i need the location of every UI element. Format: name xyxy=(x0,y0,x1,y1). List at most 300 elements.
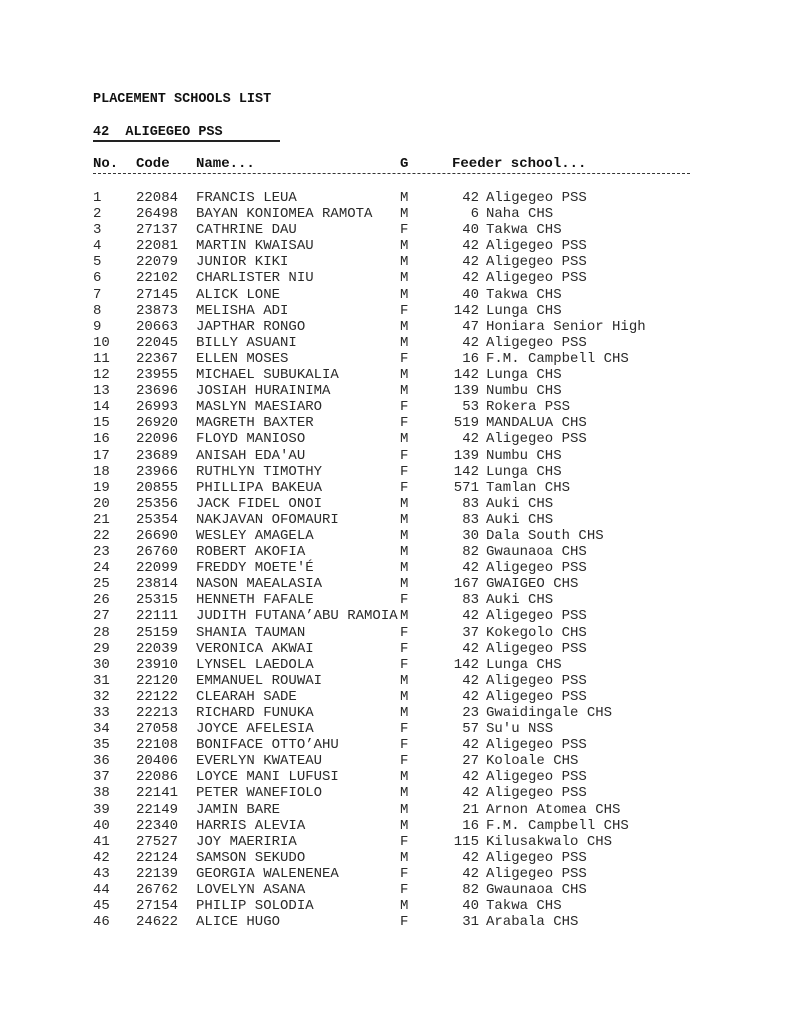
feeder-school-name: Aligegeo PSS xyxy=(486,431,587,448)
student-name: NASON MAEALASIA xyxy=(196,576,323,593)
feeder-school-name: Aligegeo PSS xyxy=(486,254,587,271)
student-gender: M xyxy=(400,383,409,400)
feeder-school-name: Su'u NSS xyxy=(486,721,554,738)
student-gender: M xyxy=(400,254,409,271)
student-name: RICHARD FUNUKA xyxy=(196,705,314,721)
table-row xyxy=(0,496,791,512)
feeder-school-number: 30 xyxy=(462,527,479,544)
feeder-school-number: 42 xyxy=(462,608,479,625)
feeder-school-name: Lunga CHS xyxy=(486,463,562,480)
student-gender: M xyxy=(400,286,409,303)
student-code: 27058 xyxy=(136,721,179,738)
feeder-school-number: 42 xyxy=(462,238,479,255)
table-row xyxy=(0,898,791,914)
feeder-school-number: 115 xyxy=(453,833,479,850)
table-row xyxy=(0,287,791,303)
student-gender: F xyxy=(400,399,409,416)
row-number: 36 xyxy=(93,753,110,770)
row-number: 8 xyxy=(93,302,102,319)
feeder-school-name: Naha CHS xyxy=(486,206,554,223)
student-gender: F xyxy=(400,415,409,432)
student-name: ELLEN MOSES xyxy=(196,350,289,367)
student-gender: F xyxy=(400,721,409,738)
student-name: PHILIP SOLODIA xyxy=(196,898,314,915)
student-name: RUTHLYN TIMOTHY xyxy=(196,463,323,480)
table-row xyxy=(0,608,791,624)
table-row xyxy=(0,464,791,480)
row-number: 41 xyxy=(93,833,110,850)
row-number: 23 xyxy=(93,544,110,561)
feeder-school-name: Aligegeo PSS xyxy=(486,737,587,754)
feeder-school-number: 42 xyxy=(462,560,479,577)
student-code: 22039 xyxy=(136,640,179,657)
student-name: JOYCE AFELESIA xyxy=(196,721,314,738)
table-row xyxy=(0,560,791,576)
student-name: BONIFACE OTTO’AHU xyxy=(196,737,339,754)
student-name: ROBERT AKOFIA xyxy=(196,544,306,561)
feeder-school-number: 42 xyxy=(462,640,479,657)
student-gender: M xyxy=(400,608,409,625)
table-row xyxy=(0,544,791,560)
table-row xyxy=(0,254,791,270)
table-row xyxy=(0,480,791,496)
student-code: 22120 xyxy=(136,672,179,689)
row-number: 39 xyxy=(93,801,110,818)
student-gender: F xyxy=(400,640,409,657)
table-row xyxy=(0,592,791,608)
row-number: 28 xyxy=(93,624,110,641)
table-row xyxy=(0,769,791,785)
feeder-school-number: 139 xyxy=(453,383,479,400)
student-gender: F xyxy=(400,350,409,367)
table-row xyxy=(0,270,791,286)
feeder-school-name: Aligegeo PSS xyxy=(486,688,587,705)
feeder-school-name: Aligegeo PSS xyxy=(486,865,587,882)
row-number: 34 xyxy=(93,721,110,738)
header-feeder-school: Feeder school... xyxy=(452,156,587,172)
table-row xyxy=(0,818,791,834)
table-row xyxy=(0,431,791,447)
student-gender: M xyxy=(400,270,409,287)
student-gender: M xyxy=(400,705,409,721)
row-number: 38 xyxy=(93,785,110,802)
student-gender: F xyxy=(400,656,409,673)
feeder-school-name: Gwaunaoa CHS xyxy=(486,882,587,899)
feeder-school-name: Aligegeo PSS xyxy=(486,769,587,786)
student-gender: M xyxy=(400,334,409,351)
student-code: 26920 xyxy=(136,415,179,432)
student-code: 22079 xyxy=(136,254,179,271)
table-row xyxy=(0,512,791,528)
student-name: ANISAH EDA'AU xyxy=(196,447,306,464)
student-code: 23910 xyxy=(136,656,179,673)
feeder-school-name: GWAIGEO CHS xyxy=(486,576,579,593)
table-row xyxy=(0,785,791,801)
student-name: JOSIAH HURAINIMA xyxy=(196,383,331,400)
feeder-school-name: Aligegeo PSS xyxy=(486,785,587,802)
student-code: 22108 xyxy=(136,737,179,754)
feeder-school-number: 42 xyxy=(462,865,479,882)
feeder-school-number: 42 xyxy=(462,737,479,754)
feeder-school-number: 83 xyxy=(462,592,479,609)
student-gender: M xyxy=(400,672,409,689)
student-code: 26993 xyxy=(136,399,179,416)
row-number: 24 xyxy=(93,560,110,577)
feeder-school-name: Dala South CHS xyxy=(486,527,604,544)
row-number: 20 xyxy=(93,495,110,512)
row-number: 45 xyxy=(93,898,110,915)
student-name: SHANIA TAUMAN xyxy=(196,624,306,641)
student-code: 22367 xyxy=(136,350,179,367)
feeder-school-name: Auki CHS xyxy=(486,511,554,528)
student-code: 23955 xyxy=(136,367,179,384)
student-gender: F xyxy=(400,865,409,882)
header-divider xyxy=(93,173,690,174)
row-number: 37 xyxy=(93,769,110,786)
student-name: BAYAN KONIOMEA RAMOTA xyxy=(196,206,373,223)
feeder-school-number: 37 xyxy=(462,624,479,641)
student-name: PHILLIPA BAKEUA xyxy=(196,479,323,496)
student-name: CLEARAH SADE xyxy=(196,688,297,705)
student-name: FLOYD MANIOSO xyxy=(196,431,306,448)
table-row xyxy=(0,351,791,367)
feeder-school-name: Auki CHS xyxy=(486,592,554,609)
table-row xyxy=(0,737,791,753)
student-gender: F xyxy=(400,463,409,480)
student-name: GEORGIA WALENENEA xyxy=(196,865,339,882)
feeder-school-number: 40 xyxy=(462,286,479,303)
student-gender: M xyxy=(400,785,409,802)
row-number: 6 xyxy=(93,270,102,287)
student-name: JACK FIDEL ONOI xyxy=(196,495,323,512)
table-row xyxy=(0,657,791,673)
document-title: PLACEMENT SCHOOLS LIST xyxy=(93,92,272,107)
row-number: 43 xyxy=(93,865,110,882)
student-code: 27137 xyxy=(136,222,179,239)
feeder-school-number: 53 xyxy=(462,399,479,416)
feeder-school-number: 139 xyxy=(453,447,479,464)
student-gender: M xyxy=(400,527,409,544)
student-name: FREDDY MOETE'É xyxy=(196,560,314,577)
student-code: 24622 xyxy=(136,914,179,931)
feeder-school-number: 16 xyxy=(462,817,479,834)
table-row xyxy=(0,705,791,721)
student-name: MELISHA ADI xyxy=(196,302,289,319)
row-number: 10 xyxy=(93,334,110,351)
student-gender: M xyxy=(400,898,409,915)
student-name: HENNETH FAFALE xyxy=(196,592,314,609)
student-code: 26760 xyxy=(136,544,179,561)
feeder-school-number: 519 xyxy=(453,415,479,432)
row-number: 5 xyxy=(93,254,102,271)
feeder-school-name: Aligegeo PSS xyxy=(486,640,587,657)
student-code: 23873 xyxy=(136,302,179,319)
student-gender: F xyxy=(400,624,409,641)
table-row xyxy=(0,448,791,464)
table-row xyxy=(0,528,791,544)
header-no: No. xyxy=(93,156,119,172)
student-gender: M xyxy=(400,206,409,223)
feeder-school-number: 571 xyxy=(453,479,479,496)
student-code: 27145 xyxy=(136,286,179,303)
student-code: 22084 xyxy=(136,190,179,206)
student-gender: M xyxy=(400,318,409,335)
student-name: CHARLISTER NIU xyxy=(196,270,314,287)
feeder-school-number: 83 xyxy=(462,495,479,512)
student-code: 22340 xyxy=(136,817,179,834)
feeder-school-name: Takwa CHS xyxy=(486,286,562,303)
student-name: JUDITH FUTANA’ABU RAMOIA xyxy=(196,608,398,625)
table-row xyxy=(0,335,791,351)
student-name: MICHAEL SUBUKALIA xyxy=(196,367,339,384)
feeder-school-number: 21 xyxy=(462,801,479,818)
feeder-school-number: 42 xyxy=(462,688,479,705)
feeder-school-name: Lunga CHS xyxy=(486,367,562,384)
feeder-school-name: Tamlan CHS xyxy=(486,479,571,496)
student-code: 23689 xyxy=(136,447,179,464)
row-number: 42 xyxy=(93,849,110,866)
row-number: 27 xyxy=(93,608,110,625)
feeder-school-name: Rokera PSS xyxy=(486,399,571,416)
student-name: FRANCIS LEUA xyxy=(196,190,297,206)
row-number: 17 xyxy=(93,447,110,464)
table-row xyxy=(0,753,791,769)
student-code: 23696 xyxy=(136,383,179,400)
student-code: 26498 xyxy=(136,206,179,223)
student-code: 20406 xyxy=(136,753,179,770)
student-code: 26690 xyxy=(136,527,179,544)
student-name: LYNSEL LAEDOLA xyxy=(196,656,314,673)
feeder-school-name: Koloale CHS xyxy=(486,753,579,770)
table-row xyxy=(0,866,791,882)
row-number: 30 xyxy=(93,656,110,673)
student-code: 22139 xyxy=(136,865,179,882)
table-row xyxy=(0,383,791,399)
student-name: SAMSON SEKUDO xyxy=(196,849,306,866)
header-code: Code xyxy=(136,156,170,172)
student-gender: F xyxy=(400,882,409,899)
feeder-school-name: Numbu CHS xyxy=(486,383,562,400)
feeder-school-name: Aligegeo PSS xyxy=(486,849,587,866)
student-name: MASLYN MAESIARO xyxy=(196,399,323,416)
student-code: 23814 xyxy=(136,576,179,593)
feeder-school-name: Auki CHS xyxy=(486,495,554,512)
student-gender: F xyxy=(400,914,409,931)
student-code: 22124 xyxy=(136,849,179,866)
row-number: 13 xyxy=(93,383,110,400)
student-name: EVERLYN KWATEAU xyxy=(196,753,323,770)
feeder-school-name: Lunga CHS xyxy=(486,656,562,673)
student-gender: F xyxy=(400,479,409,496)
student-code: 22045 xyxy=(136,334,179,351)
feeder-school-number: 42 xyxy=(462,849,479,866)
student-code: 25356 xyxy=(136,495,179,512)
row-number: 2 xyxy=(93,206,102,223)
student-gender: F xyxy=(400,302,409,319)
row-number: 1 xyxy=(93,190,102,206)
feeder-school-name: Aligegeo PSS xyxy=(486,608,587,625)
feeder-school-number: 40 xyxy=(462,222,479,239)
row-number: 44 xyxy=(93,882,110,899)
student-code: 22149 xyxy=(136,801,179,818)
student-gender: M xyxy=(400,769,409,786)
student-gender: M xyxy=(400,688,409,705)
student-gender: M xyxy=(400,431,409,448)
student-code: 22096 xyxy=(136,431,179,448)
feeder-school-number: 42 xyxy=(462,254,479,271)
student-code: 22122 xyxy=(136,688,179,705)
student-gender: F xyxy=(400,592,409,609)
table-row xyxy=(0,673,791,689)
student-gender: F xyxy=(400,833,409,850)
table-row xyxy=(0,319,791,335)
student-code: 25315 xyxy=(136,592,179,609)
row-number: 46 xyxy=(93,914,110,931)
feeder-school-number: 42 xyxy=(462,334,479,351)
student-name: MAGRETH BAXTER xyxy=(196,415,314,432)
student-name: LOYCE MANI LUFUSI xyxy=(196,769,339,786)
feeder-school-number: 142 xyxy=(453,463,479,480)
feeder-school-name: Aligegeo PSS xyxy=(486,238,587,255)
feeder-school-number: 142 xyxy=(453,656,479,673)
student-code: 22141 xyxy=(136,785,179,802)
table-row xyxy=(0,222,791,238)
feeder-school-number: 31 xyxy=(462,914,479,931)
table-row xyxy=(0,190,791,206)
row-number: 7 xyxy=(93,286,102,303)
feeder-school-name: Takwa CHS xyxy=(486,222,562,239)
student-gender: M xyxy=(400,511,409,528)
student-gender: M xyxy=(400,367,409,384)
feeder-school-name: Kokegolo CHS xyxy=(486,624,587,641)
student-gender: F xyxy=(400,222,409,239)
student-code: 25159 xyxy=(136,624,179,641)
row-number: 32 xyxy=(93,688,110,705)
student-name: MARTIN KWAISAU xyxy=(196,238,314,255)
feeder-school-number: 42 xyxy=(462,190,479,206)
feeder-school-number: 40 xyxy=(462,898,479,915)
feeder-school-number: 42 xyxy=(462,769,479,786)
feeder-school-number: 57 xyxy=(462,721,479,738)
student-code: 20855 xyxy=(136,479,179,496)
row-number: 40 xyxy=(93,817,110,834)
student-name: LOVELYN ASANA xyxy=(196,882,306,899)
student-name: JUNIOR KIKI xyxy=(196,254,289,271)
feeder-school-name: F.M. Campbell CHS xyxy=(486,350,629,367)
feeder-school-name: Honiara Senior High xyxy=(486,318,646,335)
feeder-school-name: Kilusakwalo CHS xyxy=(486,833,613,850)
student-name: CATHRINE DAU xyxy=(196,222,297,239)
table-row xyxy=(0,914,791,930)
student-code: 27527 xyxy=(136,833,179,850)
student-name: WESLEY AMAGELA xyxy=(196,527,314,544)
row-number: 22 xyxy=(93,527,110,544)
table-row xyxy=(0,689,791,705)
table-row xyxy=(0,399,791,415)
row-number: 14 xyxy=(93,399,110,416)
student-gender: F xyxy=(400,737,409,754)
feeder-school-number: 16 xyxy=(462,350,479,367)
student-gender: M xyxy=(400,817,409,834)
student-code: 23966 xyxy=(136,463,179,480)
feeder-school-name: Takwa CHS xyxy=(486,898,562,915)
feeder-school-name: Gwaunaoa CHS xyxy=(486,544,587,561)
student-name: BILLY ASUANI xyxy=(196,334,297,351)
table-row xyxy=(0,625,791,641)
table-row xyxy=(0,576,791,592)
feeder-school-name: Lunga CHS xyxy=(486,302,562,319)
student-code: 22213 xyxy=(136,705,179,721)
row-number: 15 xyxy=(93,415,110,432)
feeder-school-number: 27 xyxy=(462,753,479,770)
row-number: 12 xyxy=(93,367,110,384)
feeder-school-name: F.M. Campbell CHS xyxy=(486,817,629,834)
student-code: 22081 xyxy=(136,238,179,255)
feeder-school-name: Arabala CHS xyxy=(486,914,579,931)
feeder-school-number: 82 xyxy=(462,882,479,899)
student-code: 22099 xyxy=(136,560,179,577)
student-name: VERONICA AKWAI xyxy=(196,640,314,657)
student-name: HARRIS ALEVIA xyxy=(196,817,306,834)
feeder-school-name: Aligegeo PSS xyxy=(486,190,587,206)
student-name: EMMANUEL ROUWAI xyxy=(196,672,323,689)
row-number: 21 xyxy=(93,511,110,528)
row-number: 29 xyxy=(93,640,110,657)
feeder-school-name: Aligegeo PSS xyxy=(486,672,587,689)
table-row xyxy=(0,303,791,319)
table-row xyxy=(0,834,791,850)
feeder-school-number: 23 xyxy=(462,705,479,721)
feeder-school-number: 6 xyxy=(470,206,479,223)
feeder-school-name: Gwaidingale CHS xyxy=(486,705,613,721)
row-number: 19 xyxy=(93,479,110,496)
student-code: 25354 xyxy=(136,511,179,528)
student-name: ALICK LONE xyxy=(196,286,281,303)
student-code: 26762 xyxy=(136,882,179,899)
student-name: NAKJAVAN OFOMAURI xyxy=(196,511,339,528)
row-number: 4 xyxy=(93,238,102,255)
feeder-school-name: Aligegeo PSS xyxy=(486,270,587,287)
table-row xyxy=(0,802,791,818)
feeder-school-number: 47 xyxy=(462,318,479,335)
feeder-school-number: 42 xyxy=(462,270,479,287)
student-name: JOY MAERIRIA xyxy=(196,833,297,850)
school-heading: 42 ALIGEGEO PSS xyxy=(93,125,280,142)
table-row xyxy=(0,882,791,898)
table-row xyxy=(0,367,791,383)
feeder-school-name: MANDALUA CHS xyxy=(486,415,587,432)
student-gender: F xyxy=(400,753,409,770)
table-row xyxy=(0,721,791,737)
student-name: ALICE HUGO xyxy=(196,914,281,931)
table-row xyxy=(0,206,791,222)
row-number: 11 xyxy=(93,350,110,367)
row-number: 9 xyxy=(93,318,102,335)
row-number: 35 xyxy=(93,737,110,754)
table-row xyxy=(0,641,791,657)
table-header xyxy=(0,156,791,174)
feeder-school-number: 142 xyxy=(453,302,479,319)
row-number: 26 xyxy=(93,592,110,609)
student-gender: M xyxy=(400,576,409,593)
student-gender: F xyxy=(400,447,409,464)
student-gender: M xyxy=(400,801,409,818)
student-name: JAPTHAR RONGO xyxy=(196,318,306,335)
table-row xyxy=(0,850,791,866)
row-number: 18 xyxy=(93,463,110,480)
feeder-school-number: 42 xyxy=(462,785,479,802)
student-gender: M xyxy=(400,560,409,577)
